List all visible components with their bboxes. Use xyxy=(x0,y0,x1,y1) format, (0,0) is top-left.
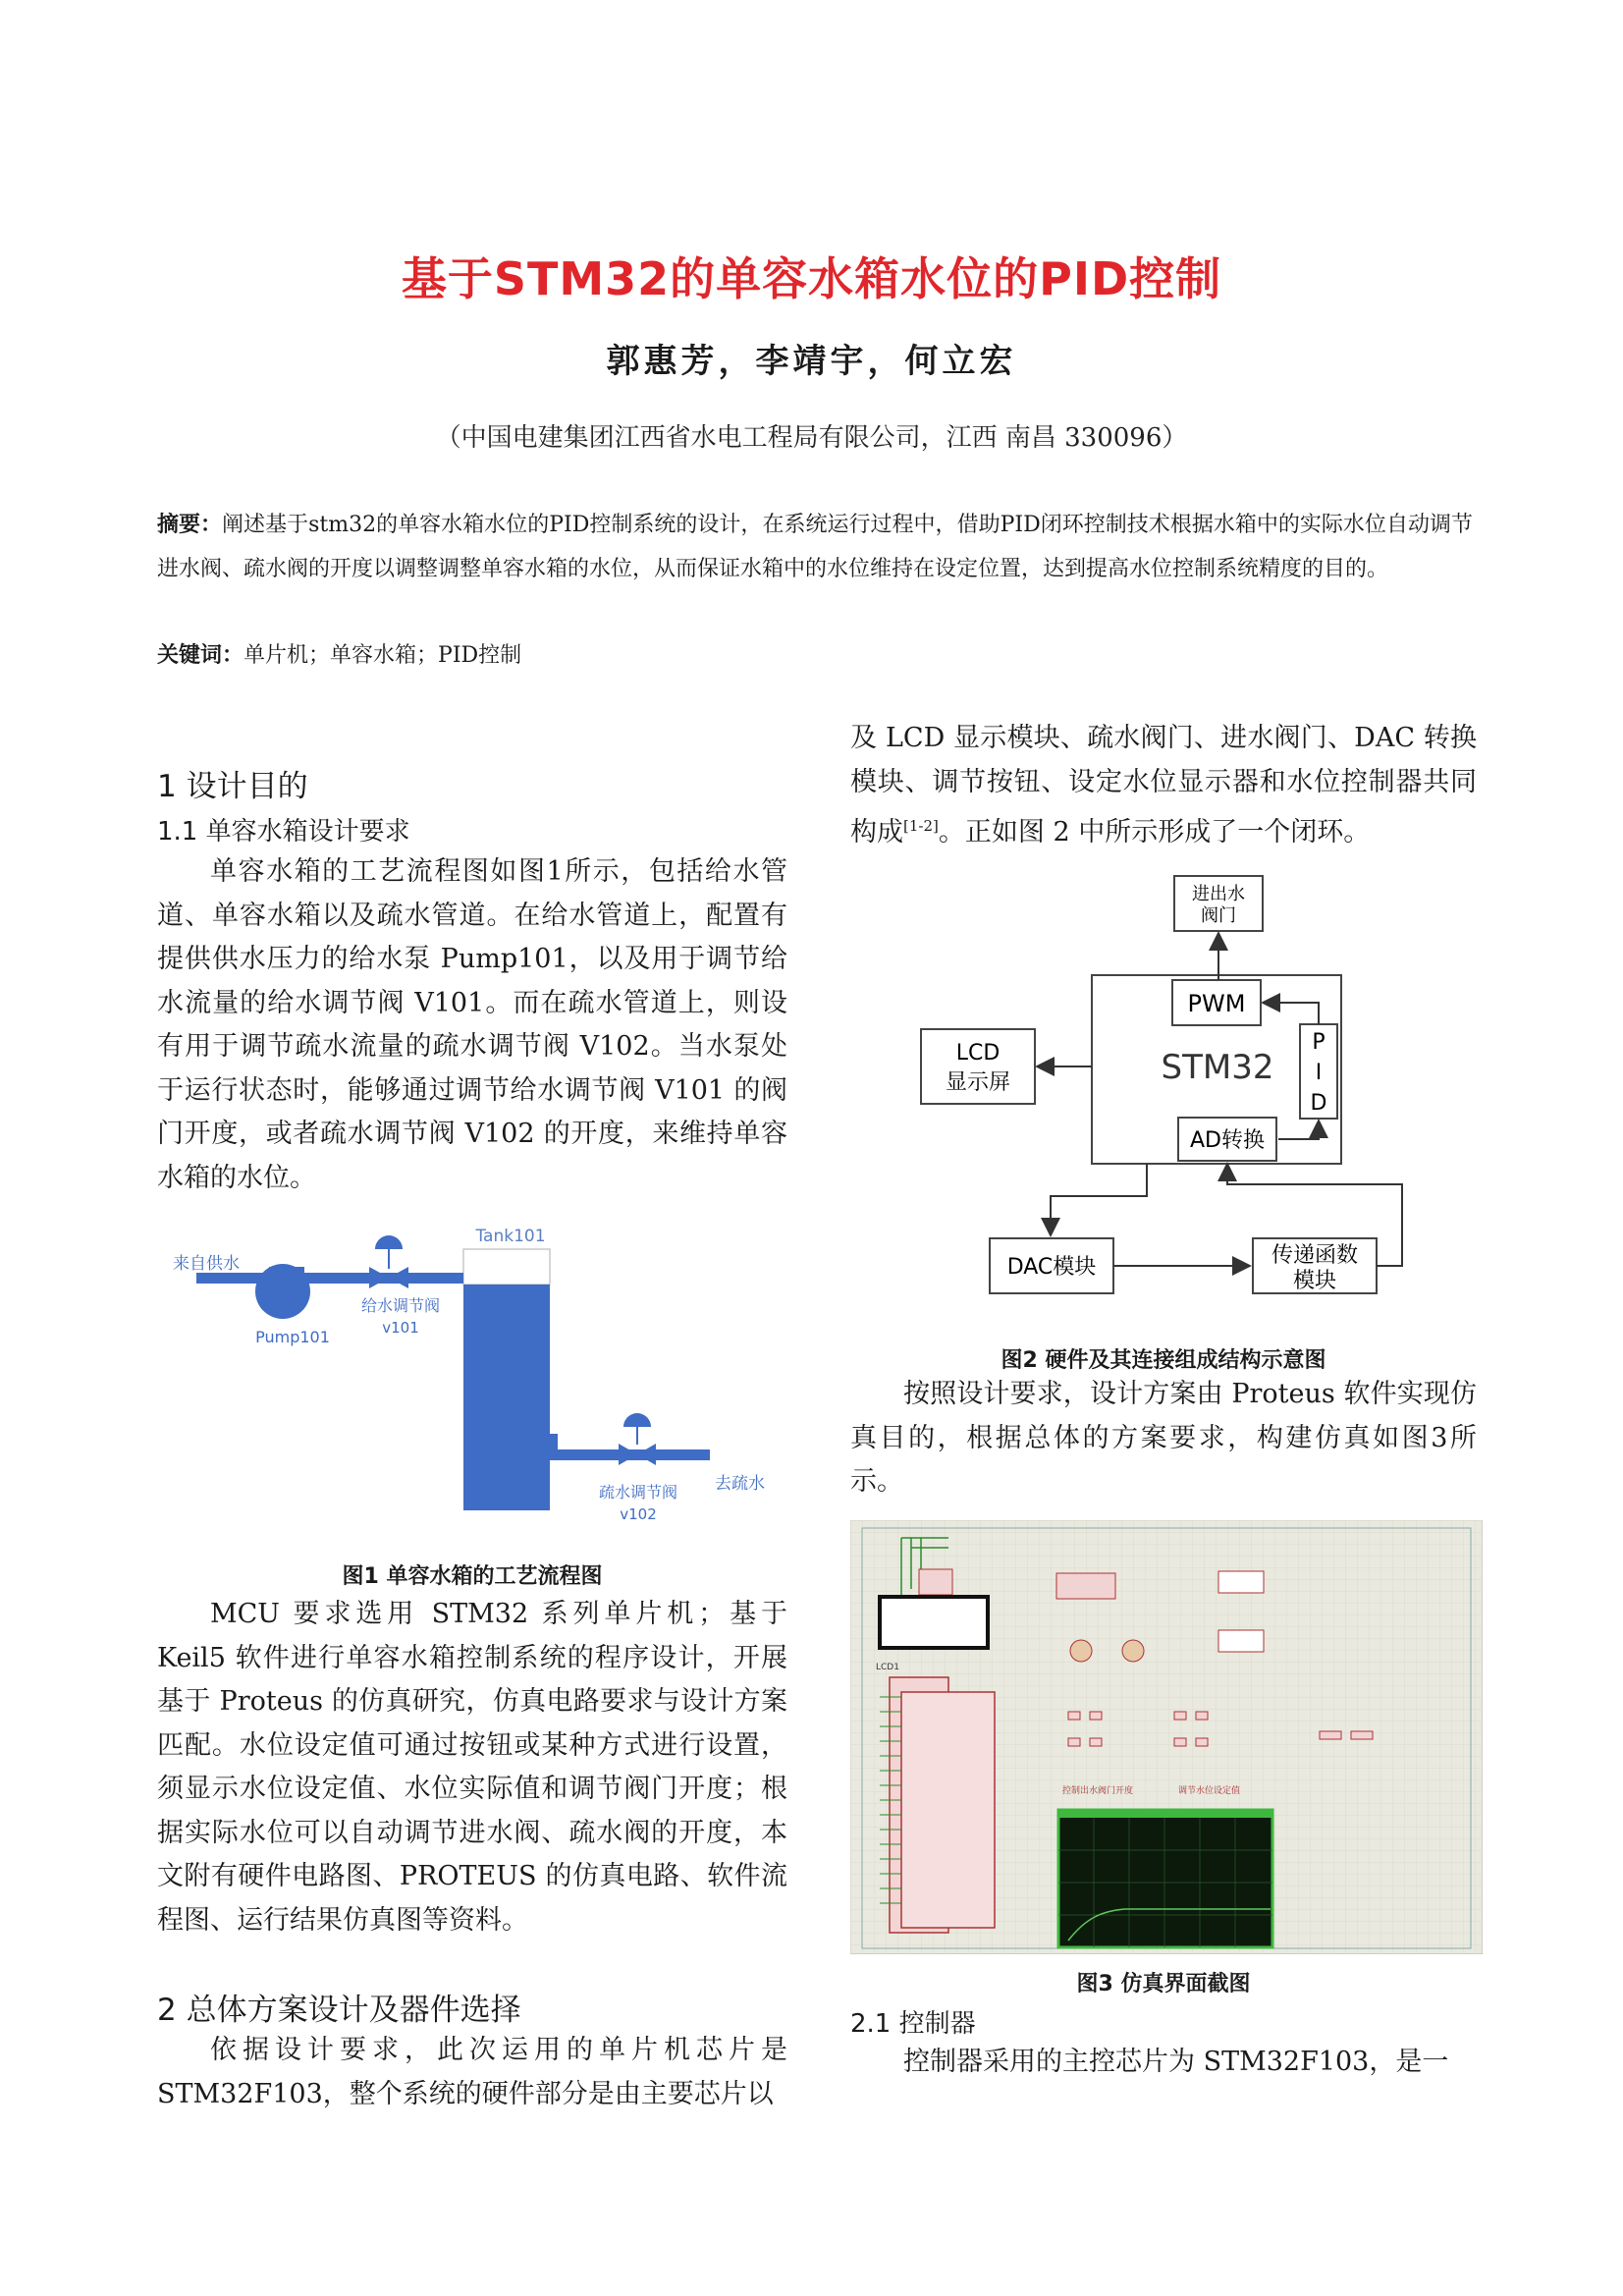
section-1-1-heading: 1.1 单容水箱设计要求 xyxy=(157,817,410,847)
abstract-label: 摘要： xyxy=(157,513,223,537)
section-2-heading: 2 总体方案设计及器件选择 xyxy=(157,1993,521,2028)
figure-3-caption: 图3 仿真界面截图 xyxy=(1076,1972,1251,1996)
abstract-text: 阐述基于stm32的单容水箱水位的PID控制系统的设计，在系统运行过程中，借助PID闭环控制技术根据水箱中的实际水位自动调节进水阀、疏水阀的开度以调整调整单容水箱的水位，从而保证水箱中的水位维持在设定位置，达到提高水位控制系统精度的目的。 xyxy=(157,513,1473,581)
pid-i: I xyxy=(1315,1061,1323,1085)
col2-para-a-post: 。正如图 2 中所示形成了一个闭环。 xyxy=(938,817,1371,847)
figure-3-proteus-screenshot xyxy=(850,1520,1483,1954)
col2-paragraph-c: 控制器采用的主控芯片为 STM32F103，是一 xyxy=(903,2047,1449,2077)
col2-paragraph-b: 按照设计要求，设计方案由 Proteus 软件实现仿真目的，根据总体的方案要求，构建仿真如图3所示。 xyxy=(850,1379,1477,1497)
section-1-paragraph-2: MCU 要求选用 STM32 系列单片机；基于 Keil5 软件进行单容水箱控制系统的程序设计，开展基于 Proteus 的仿真研究，仿真电路要求与设计方案匹配。水位设定值可通过按钮或某种方式进行设置，须显示水位设定值、水位实际值和调节阀门开度；根据实际水位可以自动调节进水阀、疏水阀的开度，本文附有硬件电路图、PROTEUS 的仿真电路、软件流程图、运行结果仿真图等资料。 xyxy=(157,1599,787,1936)
stm32-label: STM32 xyxy=(1161,1048,1274,1087)
resistor-array-icon xyxy=(919,1569,952,1595)
oscilloscope-graph xyxy=(1058,1810,1272,1947)
mcu-body xyxy=(901,1692,995,1928)
section-1-paragraph: 单容水箱的工艺流程图如图1所示，包括给水管道、单容水箱以及疏水管道。在给水管道上，配置有提供供水压力的给水泵 Pump101，以及用于调节给水流量的给水调节阀 V101。而在疏水管道上，则设有用于调节疏水流量的疏水调节阀 V102。当水泵处于运行状态时，能够通过调节给水调节阀 V101 的阀门开度，或者疏水调节阀 V102 的开度，来维持单容水箱的水位。 xyxy=(157,856,787,1193)
valve-v102-id: v102 xyxy=(620,1505,657,1523)
authors: 郭惠芳，李靖宇，何立宏 xyxy=(606,342,1017,381)
ad-label: AD转换 xyxy=(1190,1128,1265,1153)
stm32-to-dac-arrow xyxy=(1051,1164,1147,1235)
section-2-paragraph: 依据设计要求，此次运用的单片机芯片是 STM32F103，整个系统的硬件部分是由主要芯片以 xyxy=(157,2035,787,2109)
pump-label: Pump101 xyxy=(255,1328,330,1346)
pid-d: D xyxy=(1310,1091,1327,1116)
figure-2-caption: 图2 硬件及其连接组成结构示意图 xyxy=(1001,1348,1326,1373)
section-2-1-heading: 2.1 控制器 xyxy=(850,2009,976,2039)
graph-title-bar xyxy=(1058,1810,1272,1818)
lp-block-2 xyxy=(1218,1630,1264,1652)
outlet-label: 去疏水 xyxy=(715,1474,765,1494)
figure-1-caption: 图1 单容水箱的工艺流程图 xyxy=(342,1564,603,1589)
pid-p: P xyxy=(1312,1030,1325,1055)
valve-control-label: 控制出水阀门开度 xyxy=(1062,1786,1134,1796)
affiliation: （中国电建集团江西省水电工程局有限公司，江西 南昌 330096） xyxy=(435,423,1188,453)
keywords-label: 关键词： xyxy=(157,643,244,668)
setpoint-label: 调节水位设定值 xyxy=(1178,1786,1241,1796)
figure-1-process-diagram xyxy=(167,1218,785,1542)
tf-line2: 模块 xyxy=(1292,1269,1337,1293)
figure-2-block-diagram xyxy=(903,864,1434,1316)
valve-v101-name: 给水调节阀 xyxy=(360,1296,441,1315)
citation-ref: [1-2] xyxy=(903,817,939,835)
lcd-display xyxy=(880,1597,988,1648)
pwm-label: PWM xyxy=(1187,990,1246,1017)
chip-u2 xyxy=(1056,1573,1115,1599)
drain-elbow xyxy=(548,1434,558,1460)
lcd-line1: LCD xyxy=(955,1041,1001,1066)
valve-box-line2: 阀门 xyxy=(1201,905,1236,926)
inlet-label: 来自供水 xyxy=(173,1254,240,1274)
keywords xyxy=(157,636,1473,676)
pump-icon xyxy=(255,1264,310,1319)
lcd-line2: 显示屏 xyxy=(945,1070,1011,1095)
valve-v102-name: 疏水调节阀 xyxy=(598,1483,678,1502)
abstract xyxy=(157,503,1473,591)
valve-box-line1: 进出水 xyxy=(1192,884,1245,904)
tank-label: Tank101 xyxy=(475,1227,546,1246)
paper-title: 基于STM32的单容水箱水位的PID控制 xyxy=(401,252,1222,305)
col2-paragraph-a xyxy=(850,717,1477,855)
tank xyxy=(463,1249,550,1510)
lp-block-1 xyxy=(1218,1571,1264,1593)
dac-label: DAC模块 xyxy=(1006,1255,1097,1280)
valve-v101-id: v101 xyxy=(382,1319,419,1337)
lcd-component-label: LCD1 xyxy=(876,1663,899,1672)
section-1-heading: 1 设计目的 xyxy=(157,769,308,804)
col2-para-a-pre: 及 LCD 显示模块、疏水阀门、进水阀门、DAC 转换模块、调节按钮、设定水位显示器和水位控制器共同构成 xyxy=(850,723,1477,847)
tf-line1: 传递函数 xyxy=(1271,1243,1359,1268)
keywords-text: 单片机；单容水箱；PID控制 xyxy=(243,643,522,668)
